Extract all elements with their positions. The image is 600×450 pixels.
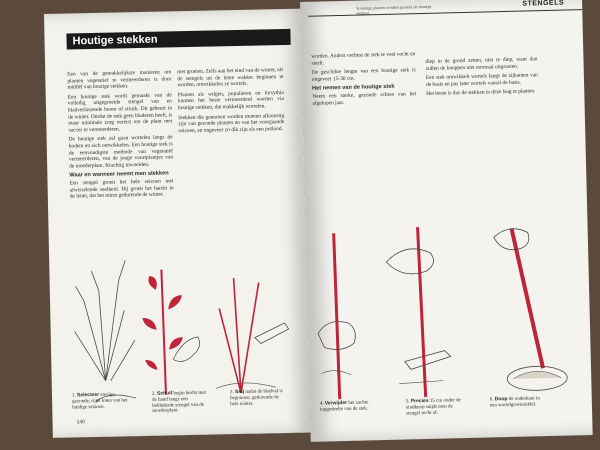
caption-5 [406, 398, 464, 417]
paragraph: met groeien. Zelfs aan het eind van de winter, als de stengels uit de lente wakker beginnen te worden, ontwikkelen ze wortels. [177, 67, 284, 89]
left-column-1 [67, 69, 174, 203]
caption-text: stevige, gezonde, rijpe loten van het huidige seizoen. [72, 392, 128, 411]
caption-4 [320, 400, 378, 413]
paragraph: Een houtige stek wordt gemaakt van de volledig uitgegroeide stengel van en bladverliezende boom of struik. Dit gebeurt in de winter. Omdat de stek geen bladeren heeft, is maar minimale zorg vereist om de plant met succes te vermeerderen. [67, 92, 173, 134]
bare-shrub-drawing [73, 260, 136, 401]
caption-number: 6. [489, 397, 494, 403]
paragraph: Een stek ontwikkelt wortels langs de zijkanten van de basis en pas later wortels vanuit de basis. [425, 72, 538, 88]
caption-number: 4. [319, 401, 324, 407]
caption-bold: Precies [410, 397, 429, 405]
section-heading: Waar en wanneer neemt men stekken [69, 170, 169, 179]
section-heading: Het nemen van de houtige stek [312, 84, 395, 93]
left-column-2 [177, 67, 284, 138]
caption-2 [152, 391, 210, 415]
caption-number: 5. [405, 399, 410, 405]
measure-cut-drawing [386, 226, 452, 397]
paragraph: Een stengel groeit het hele seizoen met afwisselende snelheid. Hij groeit het hardst in de lente, dat het minst gedurende de winter. [69, 178, 174, 200]
caption-bold: Selecteer [76, 391, 100, 399]
caption-number: 1. [71, 393, 76, 399]
right-column-2 [425, 56, 538, 101]
caption-1 [72, 392, 130, 411]
paragraph: worden. Anders verliest de stek te veel vocht en sterft. [311, 51, 416, 67]
paragraph: Neem een sterke, gezonde scheut van het afgelopen jaar. [312, 91, 417, 107]
paragraph: Stekken die genomen worden moeten afkomstig zijn van gezonde planten en van het voorgaande seizoen, en ongeveer zo dik zijn als een potlood. [178, 112, 285, 134]
paragraph: diep in de grond zetten, niet te diep, want dan zullen de knoppen niet normaal uitgroeien. [425, 56, 538, 72]
right-column-1 [311, 51, 416, 110]
caption-text: de onderkant in een wortelgroeimiddel. [489, 396, 540, 409]
caption-bold: Snij [234, 388, 245, 396]
caption-6 [490, 396, 548, 409]
paragraph: Het beste is dus de stekken in deze laag te planten. [426, 88, 536, 98]
paragraph: De houtige stek zal gaan wortelen langs de bodem en zich ontwikkelen. Een houtige stek is de eenvoudigste methode van vegetatief vermeerderen, van de jonge voortplantjes van de moederplant. Krachtig inwoeiden. [68, 134, 174, 170]
page-number: 140 [76, 419, 85, 426]
right-page [300, 0, 593, 442]
cutting-illustration-left [63, 227, 303, 412]
page-title: Houtige stekken [66, 29, 290, 50]
caption-number: 2. [151, 391, 156, 397]
dip-powder-drawing [494, 227, 568, 391]
caption-number: 3. [229, 390, 234, 396]
paragraph: Een van de gemakkelijkste manieren om planten vegetatief te vermeerderen is door middel van houtige stekken. [67, 69, 172, 91]
caption-text: nadat de bladval is begonnen, gedurende de hele winter. [230, 389, 283, 407]
paragraph: Planten als wilgen, populieren en forsythia kunnen het beste vermeerderd worden via houtige stekken, die makkelijk wortelen. [177, 89, 284, 112]
caption-bold: Doop [494, 396, 508, 403]
leafy-plant-drawing [141, 269, 200, 395]
caption-text: 15 cm onder de eindknop snijdt men de stengel recht af. [405, 398, 461, 417]
caption-bold: Schuif [156, 390, 173, 397]
cutting-illustration-right [311, 217, 578, 411]
top-notes: Sommige planten worden gestekt als houtige stekken. [356, 3, 432, 16]
running-header: STENGELS [522, 0, 565, 8]
left-page [44, 9, 311, 438]
pruning-drawing [214, 277, 290, 394]
hand-stem-drawing [316, 233, 357, 400]
paragraph: De geschikte lengte van een houtige stek is ongeveer 15-30 cm. [311, 67, 416, 83]
caption-3 [230, 389, 288, 408]
caption-bold: Verwijder [324, 399, 348, 407]
caption-text: het zachte topgedeelte van de stek. [319, 400, 369, 413]
caption-text: begin herfst met de hand langs een bebladerde stengel van de moederplant. [152, 390, 207, 415]
